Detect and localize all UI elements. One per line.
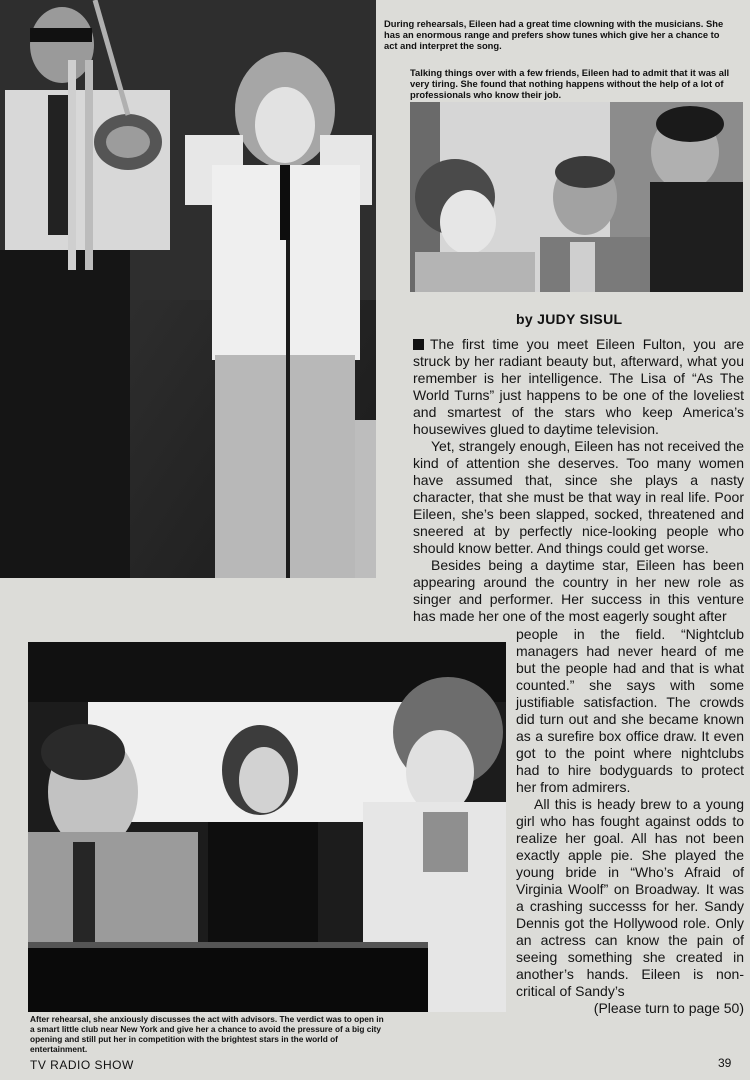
photo-rehearsal <box>0 0 376 578</box>
caption-rehearsal: During rehearsals, Eileen had a great time clowning with the musicians. She has an enormous range and prefers show tunes which give her a chance to act and interpret the song. <box>384 18 724 51</box>
page-number: 39 <box>718 1056 732 1070</box>
article-paragraph: Yet, strangely enough, Eileen has not received the kind of attention she deserves. Too many women have assumed that, since she plays a nasty character, that she must be that way in real life. Poor Eileen, she’s been slapped, socked, threatened and sneered at by perfectly nice-looking people who should know better. And things could get worse. <box>413 438 744 556</box>
article-paragraph <box>413 336 744 438</box>
start-square-icon <box>413 339 424 350</box>
photo-friends <box>410 102 743 292</box>
article-column-lower <box>516 626 744 1017</box>
caption-car: After rehearsal, she anxiously discusses the act with advisors. The verdict was to open in a smart little club near New York and give her a chance to avoid the pressure of a big city opening and still put her in competition with the brightest stars in the world of entertainment. <box>30 1014 384 1054</box>
paragraph-text: The first time you meet Eileen Fulton, you are struck by her radiant beauty but, afterward, what you remember is her intelligence. The Lisa of “As The World Turns” just happens to be one of the loveliest and smartest of the stars who keep America’s housewives glued to daytime television. <box>413 336 744 437</box>
continued-notice: (Please turn to page 50) <box>593 1000 744 1016</box>
photo-car <box>28 642 506 1012</box>
magazine-name: TV RADIO SHOW <box>30 1058 134 1072</box>
article-paragraph: All this is heady brew to a young girl who has fought against odds to realize her goal. All has not been exactly apple pie. She played the young bride in “Who’s Afraid of Virginia Woolf” on Broadway. It was a crashing successs for her. Sandy Dennis got the Hollywood role. Only an actress can know the pain of seeing something she created in another’s hands. Eileen is non-critical of Sandy’s <box>516 796 744 999</box>
byline: by JUDY SISUL <box>516 311 623 327</box>
article-paragraph: Besides being a daytime star, Eileen has been appearing around the country in her new role as singer and performer. Her success in this venture has made her one of the most eagerly sought after <box>413 557 744 624</box>
article-paragraph: people in the field. “Nightclub managers had never heard of me but the people had and that is what counted.” she says with some justifiable satisfaction. The crowds did turn out and she became known as a surefire box office draw. It even got to the point where nightclubs had to hire bodyguards to protect her from admirers. <box>516 626 744 795</box>
caption-friends: Talking things over with a few friends, Eileen had to admit that it was all very tiring. She found that nothing happens without the help of a lot of professionals who know their job. <box>410 67 730 100</box>
article-column-upper <box>413 336 744 625</box>
